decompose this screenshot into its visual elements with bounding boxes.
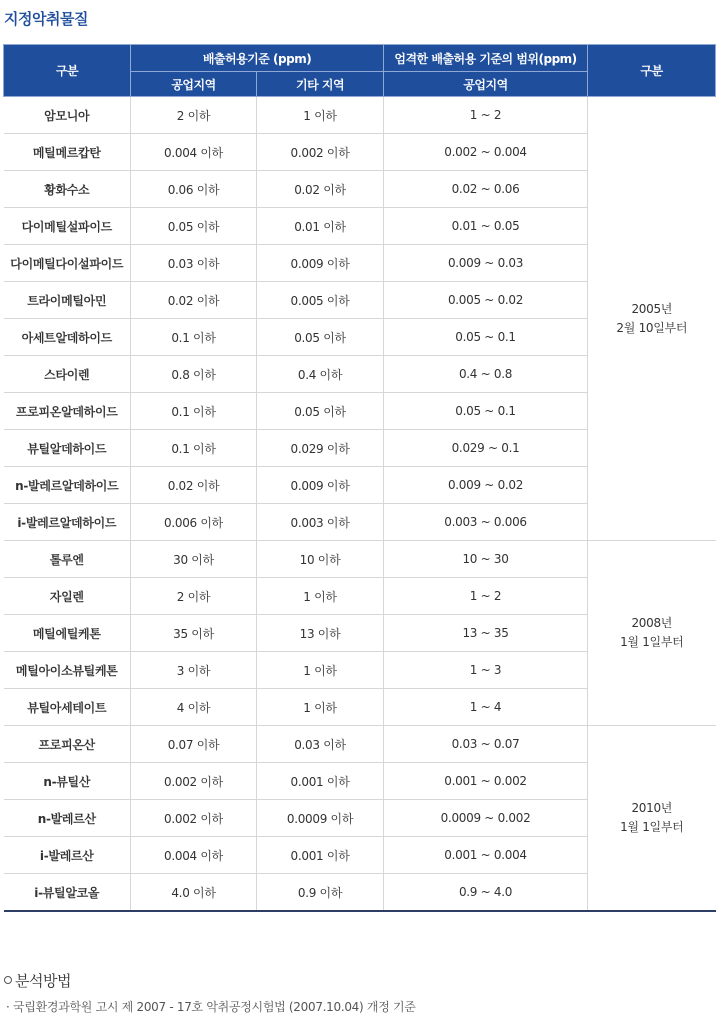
substance-name: 뷰틸알데하이드	[4, 430, 131, 467]
header-strict-range: 엄격한 배출허용 기준의 범위(ppm)	[384, 45, 588, 72]
industrial-limit: 2 이하	[131, 578, 257, 615]
substance-name: 프로피온알데하이드	[4, 393, 131, 430]
substance-name: 톨루엔	[4, 541, 131, 578]
effective-period-line: 2010년	[631, 801, 673, 815]
industrial-limit: 0.004 이하	[131, 837, 257, 874]
analysis-note: · 국립환경과학원 고시 제 2007 - 17호 악취공정시험법 (2007.10.04) 개정 기준	[6, 1000, 416, 1014]
industrial-limit: 0.05 이하	[131, 208, 257, 245]
substance-name: 트라이메틸아민	[4, 282, 131, 319]
substance-name: n-발레르산	[4, 800, 131, 837]
other-limit: 1 이하	[257, 578, 384, 615]
header-emission-standard: 배출허용기준 (ppm)	[131, 45, 384, 72]
substance-name: 암모니아	[4, 97, 131, 134]
industrial-limit: 0.02 이하	[131, 467, 257, 504]
effective-period-line: 2005년	[631, 301, 673, 316]
analysis-section-heading	[4, 970, 71, 991]
substance-name: 메틸에틸케톤	[4, 615, 131, 652]
effective-period-line: 2008년	[631, 616, 673, 630]
strict-range: 1 ~ 2	[384, 97, 588, 134]
other-limit: 0.001 이하	[257, 837, 384, 874]
effective-period-line: 2월 10일부터	[616, 320, 688, 335]
industrial-limit: 0.07 이하	[131, 726, 257, 763]
strict-range: 0.005 ~ 0.02	[384, 282, 588, 319]
industrial-limit: 0.004 이하	[131, 134, 257, 171]
other-limit: 0.009 이하	[257, 245, 384, 282]
industrial-limit: 0.02 이하	[131, 282, 257, 319]
industrial-limit: 0.006 이하	[131, 504, 257, 541]
header-period: 구분	[588, 45, 716, 97]
substance-name: 황화수소	[4, 171, 131, 208]
strict-range: 0.001 ~ 0.002	[384, 763, 588, 800]
strict-range: 0.003 ~ 0.006	[384, 504, 588, 541]
page-title: 지정악취물질	[4, 10, 88, 28]
strict-range: 1 ~ 4	[384, 689, 588, 726]
strict-range: 0.001 ~ 0.004	[384, 837, 588, 874]
substance-name: 프로피온산	[4, 726, 131, 763]
strict-range: 0.03 ~ 0.07	[384, 726, 588, 763]
industrial-limit: 0.03 이하	[131, 245, 257, 282]
industrial-limit: 0.8 이하	[131, 356, 257, 393]
other-limit: 0.0009 이하	[257, 800, 384, 837]
substance-name: 자일렌	[4, 578, 131, 615]
other-limit: 0.001 이하	[257, 763, 384, 800]
other-limit: 0.03 이하	[257, 726, 384, 763]
industrial-limit: 30 이하	[131, 541, 257, 578]
strict-range: 1 ~ 3	[384, 652, 588, 689]
strict-range: 10 ~ 30	[384, 541, 588, 578]
analysis-title: 분석방법	[15, 972, 71, 990]
strict-range: 0.009 ~ 0.03	[384, 245, 588, 282]
substance-name: 메틸메르캅탄	[4, 134, 131, 171]
strict-range: 0.002 ~ 0.004	[384, 134, 588, 171]
other-limit: 1 이하	[257, 97, 384, 134]
circle-bullet-icon	[4, 976, 12, 984]
effective-period-line: 1월 1일부터	[620, 820, 684, 834]
substance-name: n-발레르알데하이드	[4, 467, 131, 504]
substance-name: 뷰틸아세테이트	[4, 689, 131, 726]
substance-name: n-뷰틸산	[4, 763, 131, 800]
strict-range: 0.05 ~ 0.1	[384, 393, 588, 430]
industrial-limit: 0.002 이하	[131, 763, 257, 800]
other-limit: 0.002 이하	[257, 134, 384, 171]
substance-name: i-뷰틸알코올	[4, 874, 131, 912]
industrial-limit: 0.1 이하	[131, 393, 257, 430]
strict-range: 0.02 ~ 0.06	[384, 171, 588, 208]
strict-range: 0.029 ~ 0.1	[384, 430, 588, 467]
other-limit: 0.05 이하	[257, 393, 384, 430]
substance-name: 다이메틸설파이드	[4, 208, 131, 245]
effective-period	[588, 541, 716, 726]
table-body	[4, 97, 716, 912]
other-limit: 0.05 이하	[257, 319, 384, 356]
substance-name: 메틸아이소뷰틸케톤	[4, 652, 131, 689]
industrial-limit: 0.06 이하	[131, 171, 257, 208]
industrial-limit: 35 이하	[131, 615, 257, 652]
other-limit: 1 이하	[257, 689, 384, 726]
strict-range: 0.05 ~ 0.1	[384, 319, 588, 356]
table-row	[4, 541, 716, 578]
industrial-limit: 4.0 이하	[131, 874, 257, 912]
strict-range: 0.01 ~ 0.05	[384, 208, 588, 245]
effective-period	[588, 726, 716, 912]
strict-range: 0.9 ~ 4.0	[384, 874, 588, 912]
substance-name: 아세트알데하이드	[4, 319, 131, 356]
other-limit: 0.9 이하	[257, 874, 384, 912]
other-limit: 0.005 이하	[257, 282, 384, 319]
table-row	[4, 726, 716, 763]
effective-period-line: 1월 1일부터	[620, 635, 684, 649]
other-limit: 0.02 이하	[257, 171, 384, 208]
strict-range: 0.4 ~ 0.8	[384, 356, 588, 393]
strict-range: 0.0009 ~ 0.002	[384, 800, 588, 837]
substance-name: 다이메틸다이설파이드	[4, 245, 131, 282]
other-limit: 13 이하	[257, 615, 384, 652]
industrial-limit: 0.1 이하	[131, 430, 257, 467]
other-limit: 1 이하	[257, 652, 384, 689]
other-limit: 10 이하	[257, 541, 384, 578]
other-limit: 0.003 이하	[257, 504, 384, 541]
table-row	[4, 97, 716, 134]
odor-substance-table	[3, 44, 716, 912]
strict-range: 1 ~ 2	[384, 578, 588, 615]
effective-period	[588, 97, 716, 541]
other-limit: 0.4 이하	[257, 356, 384, 393]
strict-range: 0.009 ~ 0.02	[384, 467, 588, 504]
industrial-limit: 4 이하	[131, 689, 257, 726]
header-other-zone: 기타 지역	[257, 72, 384, 97]
substance-name: 스타이렌	[4, 356, 131, 393]
industrial-limit: 0.1 이하	[131, 319, 257, 356]
other-limit: 0.009 이하	[257, 467, 384, 504]
industrial-limit: 0.002 이하	[131, 800, 257, 837]
substance-name: i-발레르산	[4, 837, 131, 874]
header-strict-industrial-zone: 공업지역	[384, 72, 588, 97]
industrial-limit: 2 이하	[131, 97, 257, 134]
strict-range: 13 ~ 35	[384, 615, 588, 652]
header-industrial-zone: 공업지역	[131, 72, 257, 97]
other-limit: 0.029 이하	[257, 430, 384, 467]
header-category: 구분	[4, 45, 131, 97]
industrial-limit: 3 이하	[131, 652, 257, 689]
substance-name: i-발레르알데하이드	[4, 504, 131, 541]
other-limit: 0.01 이하	[257, 208, 384, 245]
